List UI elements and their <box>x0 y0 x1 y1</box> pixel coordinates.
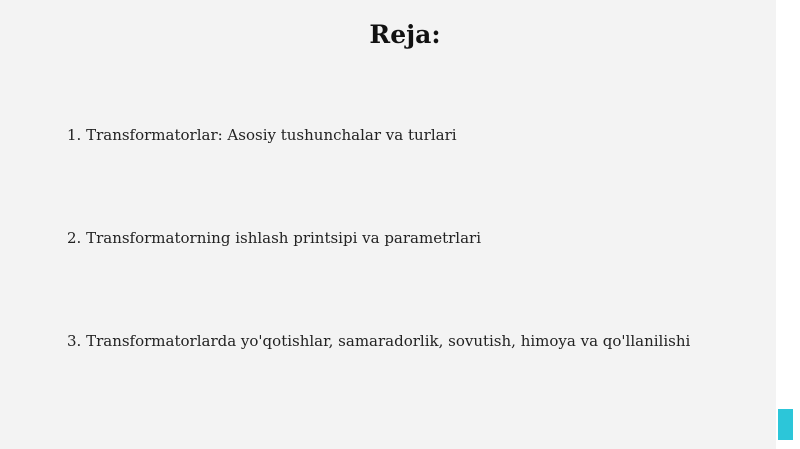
page-title: Reja: <box>369 20 441 49</box>
scrollbar-thumb[interactable] <box>778 409 793 440</box>
plan-item-1: 1. Transformatorlar: Asosiy tushunchalar va turlari <box>67 126 457 144</box>
plan-item-2: 2. Transformatorning ishlash printsipi va parametrlari <box>67 229 481 247</box>
plan-item-3: 3. Transformatorlarda yo'qotishlar, samaradorlik, sovutish, himoya va qo'llanilishi <box>67 332 691 350</box>
vertical-scrollbar[interactable] <box>776 0 800 449</box>
